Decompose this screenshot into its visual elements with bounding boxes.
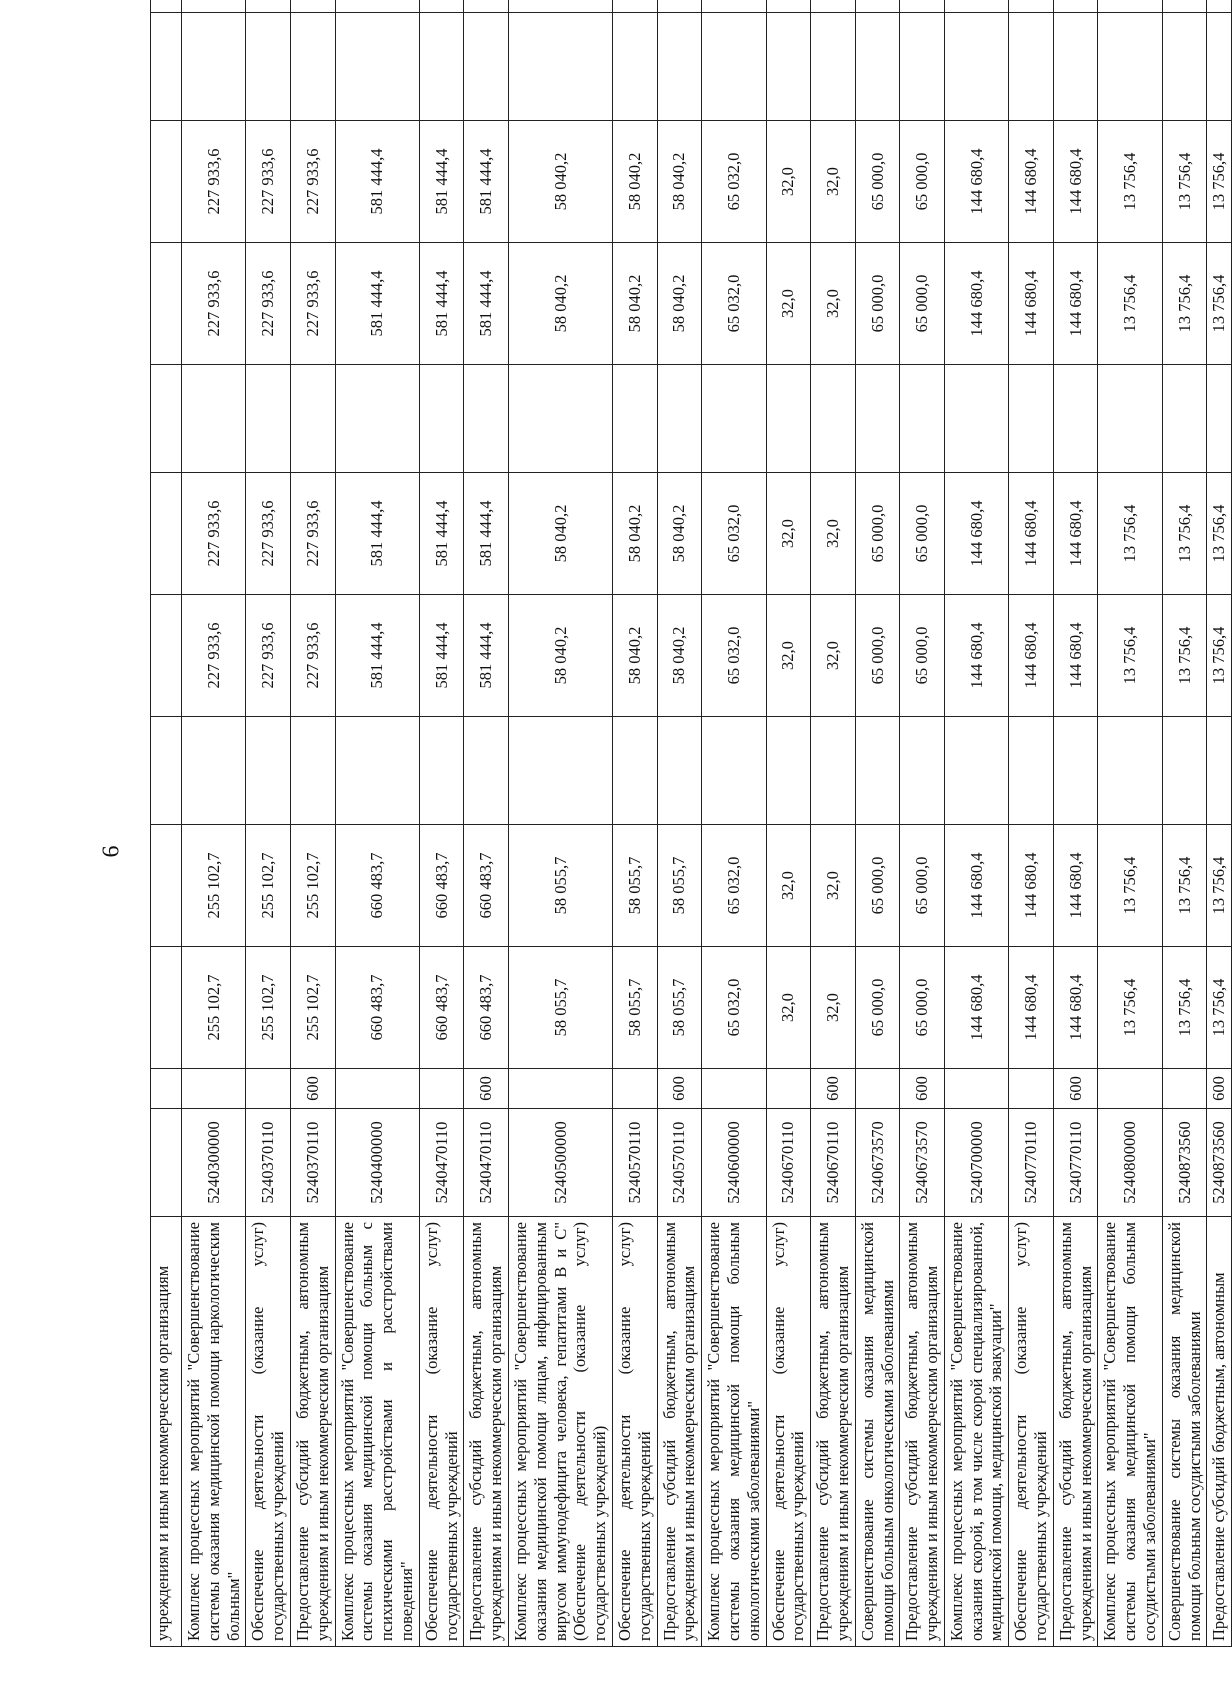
- row-code-cell: 5240470110: [419, 1109, 464, 1217]
- row-value-8-cell: [900, 0, 945, 13]
- row-expense-type-cell: [246, 1069, 291, 1109]
- row-value-7-cell: [1053, 13, 1098, 121]
- row-name-cell: Комплекс процессных мероприятий "Совершенствование системы оказания медицинской помощи больным онкологическими заболеваниями": [702, 1217, 766, 1647]
- row-value-6-cell: 13 756,4: [1207, 121, 1232, 243]
- row-code-cell: 5240500000: [508, 1109, 612, 1217]
- row-value-2-cell: 32,0: [766, 825, 811, 947]
- row-blank-cell: [766, 717, 811, 825]
- row-value-6-cell: 65 032,0: [702, 121, 766, 243]
- row-blank-cell: [182, 717, 246, 825]
- row-value-6-cell: 581 444,4: [464, 121, 509, 243]
- row-blank-cell: [702, 365, 766, 473]
- row-code-cell: 5240700000: [944, 1109, 1008, 1217]
- row-value-8-cell: [335, 0, 419, 13]
- row-blank-cell: [612, 717, 657, 825]
- row-code-cell: 5240470110: [464, 1109, 509, 1217]
- row-value-3-cell: 581 444,4: [464, 595, 509, 717]
- row-value-2-cell: 660 483,7: [419, 825, 464, 947]
- row-blank-cell: [1098, 365, 1162, 473]
- row-blank-cell: [151, 365, 182, 473]
- row-value-5-cell: 58 040,2: [657, 243, 702, 365]
- row-value-7-cell: [290, 13, 335, 121]
- table-row: [900, 0, 945, 1647]
- row-value-8-cell: [182, 0, 246, 13]
- row-code-cell: 5240600000: [702, 1109, 766, 1217]
- row-value-6-cell: 144 680,4: [1009, 121, 1054, 243]
- row-code-cell: 5240300000: [182, 1109, 246, 1217]
- table-row: [290, 0, 335, 1647]
- row-name-cell: учреждениям и иным некоммерческим организациям: [151, 1217, 182, 1647]
- row-code-cell: 5240873560: [1162, 1109, 1207, 1217]
- row-value-8-cell: [1207, 0, 1232, 13]
- row-blank-cell: [855, 717, 900, 825]
- row-value-5-cell: 13 756,4: [1162, 243, 1207, 365]
- row-blank-cell: [1098, 717, 1162, 825]
- table-row: [508, 0, 612, 1647]
- row-value-4-cell: 58 040,2: [612, 473, 657, 595]
- table-row: [1053, 0, 1098, 1647]
- row-code-cell: 5240873560: [1207, 1109, 1232, 1217]
- table-row: [855, 0, 900, 1647]
- row-expense-type-cell: [508, 1069, 612, 1109]
- row-value-7-cell: [464, 13, 509, 121]
- row-name-cell: Предоставление субсидий бюджетным, автономным учреждениям и иным некоммерческим организациям: [290, 1217, 335, 1647]
- table-row: [1009, 0, 1054, 1647]
- row-blank-cell: [1009, 717, 1054, 825]
- row-value-6-cell: 65 000,0: [900, 121, 945, 243]
- row-name-cell: Предоставление субсидий бюджетным, автономным учреждениям и иным некоммерческим организациям: [811, 1217, 856, 1647]
- row-value-8-cell: [657, 0, 702, 13]
- row-value-4-cell: 227 933,6: [246, 473, 291, 595]
- row-value-7-cell: [335, 13, 419, 121]
- row-name-cell: Совершенствование системы оказания медицинской помощи больным онкологическими заболеваниями: [855, 1217, 900, 1647]
- row-value-1-cell: 255 102,7: [290, 947, 335, 1069]
- row-value-1-cell: 144 680,4: [1053, 947, 1098, 1069]
- row-value-5-cell: [151, 243, 182, 365]
- row-blank-cell: [1053, 717, 1098, 825]
- row-value-4-cell: 58 040,2: [657, 473, 702, 595]
- row-value-4-cell: 58 040,2: [508, 473, 612, 595]
- row-value-3-cell: 581 444,4: [419, 595, 464, 717]
- row-code-cell: 5240670110: [811, 1109, 856, 1217]
- row-value-6-cell: 581 444,4: [419, 121, 464, 243]
- row-value-2-cell: 255 102,7: [182, 825, 246, 947]
- row-value-7-cell: [182, 13, 246, 121]
- row-value-8-cell: [855, 0, 900, 13]
- row-value-4-cell: 581 444,4: [419, 473, 464, 595]
- row-code-cell: 5240370110: [246, 1109, 291, 1217]
- row-name-cell: Комплекс процессных мероприятий "Совершенствование оказания скорой, в том числе скорой специализированной, медицинской помощи, медицинской эвакуации": [944, 1217, 1008, 1647]
- row-value-1-cell: 144 680,4: [1009, 947, 1054, 1069]
- row-code-cell: 5240770110: [1053, 1109, 1098, 1217]
- row-expense-type-cell: [1098, 1069, 1162, 1109]
- row-value-5-cell: 144 680,4: [944, 243, 1008, 365]
- row-name-cell: Предоставление субсидий бюджетным, автономным учреждениям и иным некоммерческим организациям: [464, 1217, 509, 1647]
- table-row: [1162, 0, 1207, 1647]
- row-value-5-cell: 144 680,4: [1053, 243, 1098, 365]
- row-name-cell: Предоставление субсидий бюджетным, автономным учреждениям и иным некоммерческим организациям: [657, 1217, 702, 1647]
- row-value-3-cell: 144 680,4: [1053, 595, 1098, 717]
- row-value-7-cell: [702, 13, 766, 121]
- row-value-2-cell: 13 756,4: [1098, 825, 1162, 947]
- budget-table: [150, 0, 1232, 1647]
- row-blank-cell: [811, 365, 856, 473]
- row-value-4-cell: 13 756,4: [1162, 473, 1207, 595]
- row-code-cell: 5240673570: [855, 1109, 900, 1217]
- row-value-5-cell: 65 000,0: [855, 243, 900, 365]
- row-blank-cell: [335, 717, 419, 825]
- row-expense-type-cell: [151, 1069, 182, 1109]
- row-expense-type-cell: [944, 1069, 1008, 1109]
- table-row: [182, 0, 246, 1647]
- row-value-7-cell: [1009, 13, 1054, 121]
- row-value-1-cell: 13 756,4: [1098, 947, 1162, 1069]
- row-value-6-cell: 144 680,4: [944, 121, 1008, 243]
- row-value-4-cell: [151, 473, 182, 595]
- row-value-3-cell: 227 933,6: [290, 595, 335, 717]
- row-blank-cell: [151, 717, 182, 825]
- row-value-4-cell: 144 680,4: [944, 473, 1008, 595]
- row-value-6-cell: 58 040,2: [508, 121, 612, 243]
- row-name-cell: Комплекс процессных мероприятий "Совершенствование системы оказания медицинской помощи больным сосудистыми заболеваниями": [1098, 1217, 1162, 1647]
- row-blank-cell: [464, 365, 509, 473]
- row-value-5-cell: 581 444,4: [464, 243, 509, 365]
- table-row: [419, 0, 464, 1647]
- row-code-cell: 5240800000: [1098, 1109, 1162, 1217]
- row-value-7-cell: [855, 13, 900, 121]
- row-value-1-cell: 58 055,7: [612, 947, 657, 1069]
- row-code-cell: 5240570110: [612, 1109, 657, 1217]
- row-value-1-cell: 13 756,4: [1162, 947, 1207, 1069]
- table-row: [151, 0, 182, 1647]
- row-value-2-cell: 255 102,7: [290, 825, 335, 947]
- row-name-cell: Обеспечение деятельности (оказание услуг) государственных учреждений: [766, 1217, 811, 1647]
- row-value-5-cell: 32,0: [766, 243, 811, 365]
- row-value-3-cell: 58 040,2: [508, 595, 612, 717]
- row-blank-cell: [419, 717, 464, 825]
- row-name-cell: Комплекс процессных мероприятий "Совершенствование системы оказания медицинской помощи больным с психическими расстройствами и расстройствами поведения": [335, 1217, 419, 1647]
- row-value-5-cell: 227 933,6: [182, 243, 246, 365]
- row-value-7-cell: [1207, 13, 1232, 121]
- row-blank-cell: [182, 365, 246, 473]
- row-blank-cell: [508, 365, 612, 473]
- row-value-3-cell: 144 680,4: [1009, 595, 1054, 717]
- row-value-3-cell: 227 933,6: [246, 595, 291, 717]
- row-value-5-cell: 65 032,0: [702, 243, 766, 365]
- row-value-2-cell: 58 055,7: [612, 825, 657, 947]
- row-blank-cell: [1053, 365, 1098, 473]
- row-value-4-cell: 227 933,6: [182, 473, 246, 595]
- row-code-cell: 5240670110: [766, 1109, 811, 1217]
- table-row: [612, 0, 657, 1647]
- row-value-1-cell: 32,0: [766, 947, 811, 1069]
- row-value-3-cell: 13 756,4: [1098, 595, 1162, 717]
- row-name-cell: Комплекс процессных мероприятий "Совершенствование оказания медицинской помощи лицам, инфицированным вирусом иммунодефицита человека, гепатитами В и С" (Обеспечение деятельности (оказание услуг) государственных учреждений): [508, 1217, 612, 1647]
- row-expense-type-cell: 600: [811, 1069, 856, 1109]
- row-value-1-cell: 58 055,7: [657, 947, 702, 1069]
- row-expense-type-cell: 600: [657, 1069, 702, 1109]
- row-expense-type-cell: [855, 1069, 900, 1109]
- row-value-5-cell: 58 040,2: [612, 243, 657, 365]
- row-value-3-cell: 58 040,2: [612, 595, 657, 717]
- row-value-8-cell: [1053, 0, 1098, 13]
- row-value-3-cell: 58 040,2: [657, 595, 702, 717]
- row-value-7-cell: [1098, 13, 1162, 121]
- row-value-4-cell: 32,0: [811, 473, 856, 595]
- row-value-8-cell: [944, 0, 1008, 13]
- row-value-3-cell: 65 000,0: [855, 595, 900, 717]
- row-expense-type-cell: 600: [464, 1069, 509, 1109]
- row-value-4-cell: 13 756,4: [1098, 473, 1162, 595]
- row-value-2-cell: 58 055,7: [657, 825, 702, 947]
- row-expense-type-cell: [702, 1069, 766, 1109]
- row-value-6-cell: 227 933,6: [182, 121, 246, 243]
- row-value-7-cell: [508, 13, 612, 121]
- row-value-2-cell: 65 032,0: [702, 825, 766, 947]
- row-blank-cell: [1162, 717, 1207, 825]
- row-value-4-cell: 581 444,4: [464, 473, 509, 595]
- row-value-3-cell: 65 000,0: [900, 595, 945, 717]
- row-value-6-cell: 581 444,4: [335, 121, 419, 243]
- row-value-4-cell: 13 756,4: [1207, 473, 1232, 595]
- row-expense-type-cell: [1009, 1069, 1054, 1109]
- row-value-2-cell: 255 102,7: [246, 825, 291, 947]
- row-value-5-cell: 65 000,0: [900, 243, 945, 365]
- table-row: [811, 0, 856, 1647]
- row-blank-cell: [419, 365, 464, 473]
- row-value-2-cell: 144 680,4: [1009, 825, 1054, 947]
- row-value-8-cell: [766, 0, 811, 13]
- row-value-3-cell: 32,0: [766, 595, 811, 717]
- row-value-6-cell: 58 040,2: [657, 121, 702, 243]
- table-row: [766, 0, 811, 1647]
- row-value-8-cell: [151, 0, 182, 13]
- row-value-5-cell: 227 933,6: [246, 243, 291, 365]
- row-value-6-cell: 144 680,4: [1053, 121, 1098, 243]
- row-value-1-cell: 13 756,4: [1207, 947, 1232, 1069]
- row-value-7-cell: [944, 13, 1008, 121]
- row-value-7-cell: [811, 13, 856, 121]
- row-blank-cell: [290, 365, 335, 473]
- row-value-2-cell: 13 756,4: [1207, 825, 1232, 947]
- row-value-2-cell: 144 680,4: [944, 825, 1008, 947]
- row-blank-cell: [702, 717, 766, 825]
- row-name-cell: Обеспечение деятельности (оказание услуг) государственных учреждений: [612, 1217, 657, 1647]
- row-blank-cell: [335, 365, 419, 473]
- row-value-7-cell: [900, 13, 945, 121]
- row-value-3-cell: 65 032,0: [702, 595, 766, 717]
- row-value-7-cell: [246, 13, 291, 121]
- row-value-2-cell: 65 000,0: [855, 825, 900, 947]
- row-value-7-cell: [657, 13, 702, 121]
- row-value-1-cell: 144 680,4: [944, 947, 1008, 1069]
- row-value-6-cell: [151, 121, 182, 243]
- rotated-table-container: [150, 87, 1229, 1647]
- row-value-4-cell: 581 444,4: [335, 473, 419, 595]
- row-value-4-cell: 32,0: [766, 473, 811, 595]
- row-blank-cell: [1207, 717, 1232, 825]
- row-name-cell: Совершенствование системы оказания медицинской помощи больным сосудистыми заболеваниями: [1162, 1217, 1207, 1647]
- row-value-8-cell: [290, 0, 335, 13]
- row-value-7-cell: [766, 13, 811, 121]
- row-value-4-cell: 144 680,4: [1009, 473, 1054, 595]
- row-value-2-cell: 660 483,7: [464, 825, 509, 947]
- row-value-6-cell: 13 756,4: [1162, 121, 1207, 243]
- row-value-1-cell: 65 000,0: [855, 947, 900, 1069]
- row-value-3-cell: 13 756,4: [1162, 595, 1207, 717]
- row-blank-cell: [900, 365, 945, 473]
- row-value-1-cell: 58 055,7: [508, 947, 612, 1069]
- row-blank-cell: [464, 717, 509, 825]
- row-blank-cell: [1009, 365, 1054, 473]
- row-value-3-cell: 227 933,6: [182, 595, 246, 717]
- row-value-8-cell: [419, 0, 464, 13]
- row-blank-cell: [657, 717, 702, 825]
- table-row: [1207, 0, 1232, 1647]
- table-row: [335, 0, 419, 1647]
- row-code-cell: 5240570110: [657, 1109, 702, 1217]
- row-expense-type-cell: [419, 1069, 464, 1109]
- row-blank-cell: [944, 717, 1008, 825]
- row-expense-type-cell: 600: [290, 1069, 335, 1109]
- row-blank-cell: [508, 717, 612, 825]
- row-value-6-cell: 32,0: [766, 121, 811, 243]
- row-value-3-cell: 32,0: [811, 595, 856, 717]
- row-value-3-cell: 144 680,4: [944, 595, 1008, 717]
- row-expense-type-cell: 600: [1207, 1069, 1232, 1109]
- row-value-4-cell: 65 000,0: [900, 473, 945, 595]
- row-value-5-cell: 144 680,4: [1009, 243, 1054, 365]
- row-value-7-cell: [612, 13, 657, 121]
- row-value-6-cell: 13 756,4: [1098, 121, 1162, 243]
- row-value-5-cell: 13 756,4: [1098, 243, 1162, 365]
- row-value-6-cell: 227 933,6: [290, 121, 335, 243]
- row-value-8-cell: [1009, 0, 1054, 13]
- row-value-3-cell: [151, 595, 182, 717]
- row-value-4-cell: 65 000,0: [855, 473, 900, 595]
- row-value-6-cell: 65 000,0: [855, 121, 900, 243]
- table-row: [944, 0, 1008, 1647]
- row-name-cell: Обеспечение деятельности (оказание услуг) государственных учреждений: [419, 1217, 464, 1647]
- row-value-7-cell: [151, 13, 182, 121]
- row-blank-cell: [855, 365, 900, 473]
- table-row: [464, 0, 509, 1647]
- row-value-8-cell: [612, 0, 657, 13]
- row-value-1-cell: 660 483,7: [419, 947, 464, 1069]
- row-value-2-cell: [151, 825, 182, 947]
- row-value-1-cell: 255 102,7: [182, 947, 246, 1069]
- row-code-cell: 5240770110: [1009, 1109, 1054, 1217]
- row-value-2-cell: 32,0: [811, 825, 856, 947]
- row-value-6-cell: 32,0: [811, 121, 856, 243]
- table-row: [657, 0, 702, 1647]
- row-value-8-cell: [702, 0, 766, 13]
- row-value-6-cell: 227 933,6: [246, 121, 291, 243]
- row-blank-cell: [246, 717, 291, 825]
- row-code-cell: 5240400000: [335, 1109, 419, 1217]
- row-value-2-cell: 144 680,4: [1053, 825, 1098, 947]
- row-blank-cell: [1162, 365, 1207, 473]
- row-blank-cell: [612, 365, 657, 473]
- row-value-5-cell: 581 444,4: [419, 243, 464, 365]
- row-value-3-cell: 13 756,4: [1207, 595, 1232, 717]
- row-code-cell: [151, 1109, 182, 1217]
- row-value-2-cell: 58 055,7: [508, 825, 612, 947]
- row-name-cell: Предоставление субсидий бюджетным, автономным учреждениям и иным некоммерческим организациям: [900, 1217, 945, 1647]
- row-value-8-cell: [464, 0, 509, 13]
- row-blank-cell: [1207, 365, 1232, 473]
- row-expense-type-cell: [335, 1069, 419, 1109]
- row-code-cell: 5240673570: [900, 1109, 945, 1217]
- row-name-cell: Предоставление субсидий бюджетным, автономным: [1207, 1217, 1232, 1647]
- row-value-1-cell: 65 032,0: [702, 947, 766, 1069]
- row-value-4-cell: 65 032,0: [702, 473, 766, 595]
- row-value-2-cell: 13 756,4: [1162, 825, 1207, 947]
- row-value-8-cell: [1098, 0, 1162, 13]
- table-row: [702, 0, 766, 1647]
- row-value-1-cell: 255 102,7: [246, 947, 291, 1069]
- row-value-1-cell: 660 483,7: [335, 947, 419, 1069]
- row-value-5-cell: 32,0: [811, 243, 856, 365]
- row-name-cell: Предоставление субсидий бюджетным, автономным учреждениям и иным некоммерческим организациям: [1053, 1217, 1098, 1647]
- row-value-1-cell: 32,0: [811, 947, 856, 1069]
- row-expense-type-cell: 600: [900, 1069, 945, 1109]
- row-name-cell: Обеспечение деятельности (оказание услуг) государственных учреждений: [1009, 1217, 1054, 1647]
- row-expense-type-cell: [766, 1069, 811, 1109]
- row-expense-type-cell: [612, 1069, 657, 1109]
- row-value-7-cell: [1162, 13, 1207, 121]
- row-blank-cell: [944, 365, 1008, 473]
- row-value-3-cell: 581 444,4: [335, 595, 419, 717]
- row-name-cell: Обеспечение деятельности (оказание услуг) государственных учреждений: [246, 1217, 291, 1647]
- row-value-8-cell: [508, 0, 612, 13]
- row-value-8-cell: [246, 0, 291, 13]
- row-expense-type-cell: 600: [1053, 1069, 1098, 1109]
- row-value-5-cell: 13 756,4: [1207, 243, 1232, 365]
- row-value-1-cell: 660 483,7: [464, 947, 509, 1069]
- row-blank-cell: [657, 365, 702, 473]
- row-value-2-cell: 65 000,0: [900, 825, 945, 947]
- row-value-5-cell: 227 933,6: [290, 243, 335, 365]
- table-row: [246, 0, 291, 1647]
- row-value-8-cell: [811, 0, 856, 13]
- row-code-cell: 5240370110: [290, 1109, 335, 1217]
- row-value-1-cell: [151, 947, 182, 1069]
- row-value-1-cell: 65 000,0: [900, 947, 945, 1069]
- row-value-5-cell: 58 040,2: [508, 243, 612, 365]
- row-value-8-cell: [1162, 0, 1207, 13]
- page-number: 6: [98, 845, 125, 858]
- row-blank-cell: [246, 365, 291, 473]
- row-blank-cell: [290, 717, 335, 825]
- row-value-4-cell: 144 680,4: [1053, 473, 1098, 595]
- row-value-4-cell: 227 933,6: [290, 473, 335, 595]
- table-row: [1098, 0, 1162, 1647]
- row-blank-cell: [900, 717, 945, 825]
- table-body: [151, 0, 1232, 1647]
- row-expense-type-cell: [182, 1069, 246, 1109]
- row-value-5-cell: 581 444,4: [335, 243, 419, 365]
- row-value-6-cell: 58 040,2: [612, 121, 657, 243]
- row-value-2-cell: 660 483,7: [335, 825, 419, 947]
- row-expense-type-cell: [1162, 1069, 1207, 1109]
- row-blank-cell: [811, 717, 856, 825]
- row-blank-cell: [766, 365, 811, 473]
- row-name-cell: Комплекс процессных мероприятий "Совершенствование системы оказания медицинской помощи наркологическим больным": [182, 1217, 246, 1647]
- row-value-7-cell: [419, 13, 464, 121]
